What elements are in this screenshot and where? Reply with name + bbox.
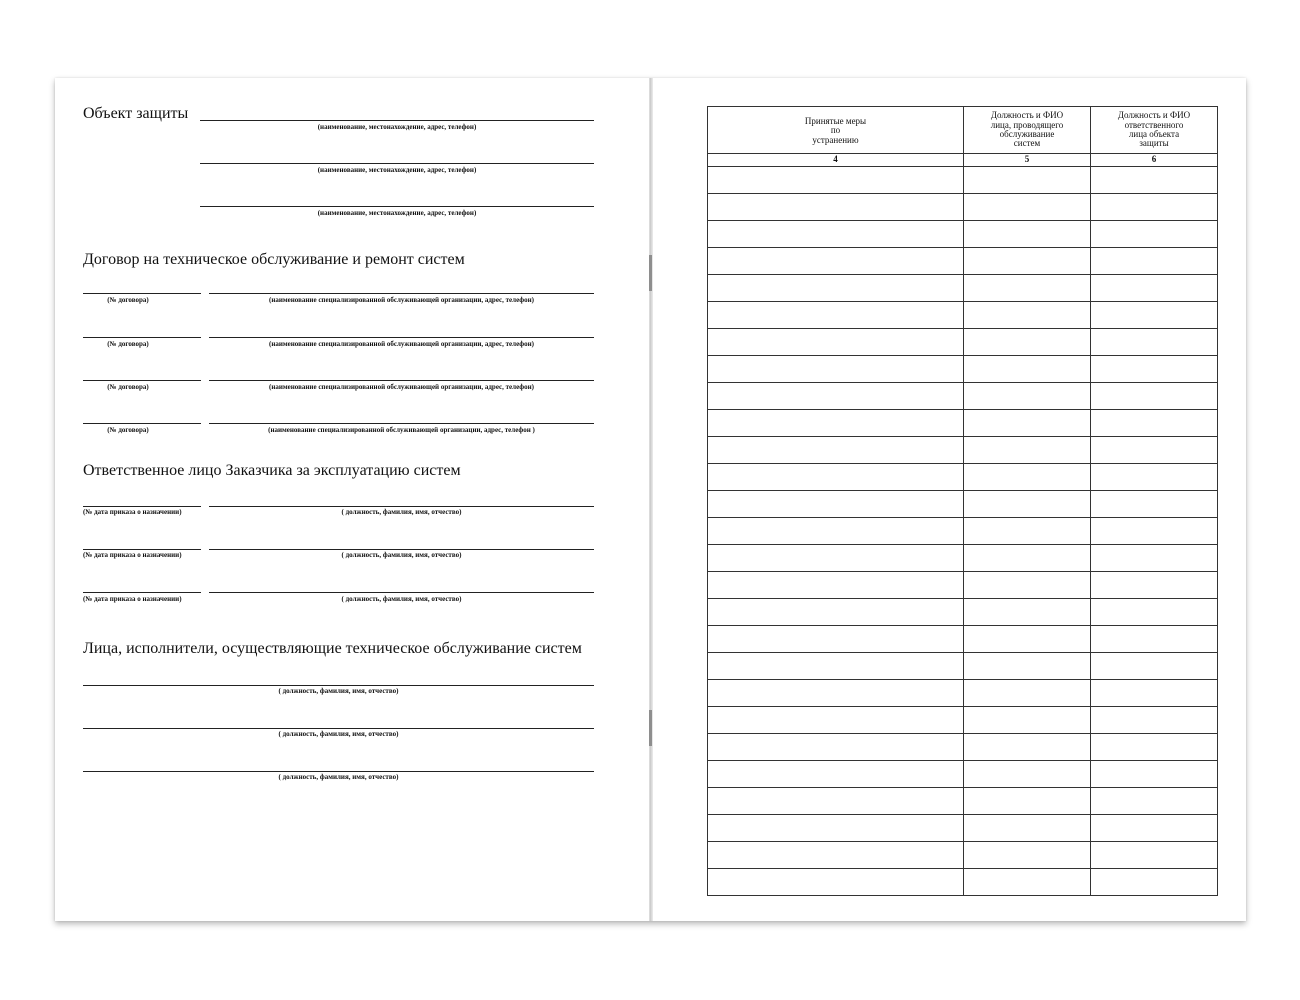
table-cell (964, 761, 1091, 788)
table-cell (1091, 167, 1218, 194)
table-cell (1091, 815, 1218, 842)
table-cell (964, 599, 1091, 626)
table-row (708, 221, 1218, 248)
table-cell (708, 680, 964, 707)
table-cell (964, 491, 1091, 518)
contract-org-caption: (наименование специализированной обслуживающей организации, адрес, телефон ) (268, 426, 535, 434)
table-row (708, 491, 1218, 518)
column-header-maintainer: Должность и ФИО лица, проводящего обслуживание систем (964, 107, 1091, 154)
order-date-caption: (№ дата приказа о назначении) (83, 508, 182, 516)
table-cell (964, 167, 1091, 194)
table-cell (1091, 248, 1218, 275)
contract-org-line (209, 380, 594, 381)
executors-heading: Лица, исполнители, осуществляющие техническое обслуживание систем (83, 640, 582, 657)
table-cell (708, 356, 964, 383)
executor-line (83, 728, 594, 729)
table-body (708, 167, 1218, 896)
order-date-caption: (№ дата приказа о назначении) (83, 595, 182, 603)
table-row (708, 437, 1218, 464)
table-cell (964, 680, 1091, 707)
table-cell (708, 626, 964, 653)
table-cell (708, 572, 964, 599)
table-cell (1091, 734, 1218, 761)
table-cell (964, 707, 1091, 734)
contract-org-caption: (наименование специализированной обслуживающей организации, адрес, телефон) (268, 340, 534, 348)
table-cell (1091, 329, 1218, 356)
table-cell (708, 815, 964, 842)
table-cell (1091, 491, 1218, 518)
table-cell (964, 329, 1091, 356)
table-cell (708, 275, 964, 302)
table-row (708, 410, 1218, 437)
table-cell (1091, 194, 1218, 221)
object-line-1 (200, 120, 594, 121)
executor-line (83, 771, 594, 772)
table-cell (964, 302, 1091, 329)
contracts-heading: Договор на техническое обслуживание и ремонт систем (83, 251, 465, 268)
table-cell (708, 329, 964, 356)
table-cell (964, 626, 1091, 653)
table-cell (708, 869, 964, 896)
table-cell (964, 842, 1091, 869)
table-row (708, 167, 1218, 194)
responsible-heading: Ответственное лицо Заказчика за эксплуатацию систем (83, 462, 461, 479)
contract-number-line (83, 423, 201, 424)
table-cell (1091, 626, 1218, 653)
table-row (708, 734, 1218, 761)
table-cell (1091, 464, 1218, 491)
table-cell (1091, 383, 1218, 410)
table-cell (708, 194, 964, 221)
table-cell (964, 734, 1091, 761)
executor-caption: ( должность, фамилия, имя, отчество) (278, 687, 399, 695)
table-row (708, 329, 1218, 356)
table-cell (1091, 869, 1218, 896)
maintenance-log-table (707, 106, 1218, 896)
table-cell (1091, 356, 1218, 383)
table-cell (1091, 437, 1218, 464)
table-cell (708, 842, 964, 869)
table-cell (708, 167, 964, 194)
table-cell (1091, 275, 1218, 302)
right-page (651, 78, 1246, 921)
table-row (708, 545, 1218, 572)
left-page (55, 78, 650, 921)
table-cell (708, 248, 964, 275)
table-cell (964, 788, 1091, 815)
table-row (708, 788, 1218, 815)
order-date-line (83, 506, 201, 507)
table-cell (708, 491, 964, 518)
table-row (708, 626, 1218, 653)
table-row (708, 815, 1218, 842)
object-line-3 (200, 206, 594, 207)
order-date-caption: (№ дата приказа о назначении) (83, 551, 182, 559)
contract-number-line (83, 337, 201, 338)
table-cell (964, 221, 1091, 248)
table-row (708, 653, 1218, 680)
table-cell (964, 572, 1091, 599)
table-row (708, 302, 1218, 329)
object-caption-2: (наименование, местонахождение, адрес, телефон) (317, 166, 477, 174)
table-cell (1091, 707, 1218, 734)
table-row (708, 680, 1218, 707)
table-cell (1091, 680, 1218, 707)
table-row (708, 464, 1218, 491)
table-cell (708, 410, 964, 437)
object-heading: Объект защиты (83, 105, 189, 122)
responsible-name-caption: ( должность, фамилия, имя, отчество) (341, 595, 462, 603)
table-cell (708, 545, 964, 572)
table-cell (964, 248, 1091, 275)
table-cell (1091, 221, 1218, 248)
table-row (708, 707, 1218, 734)
table-cell (708, 302, 964, 329)
table-row (708, 275, 1218, 302)
column-number-row (708, 154, 1218, 167)
table-cell (708, 221, 964, 248)
responsible-name-caption: ( должность, фамилия, имя, отчество) (341, 551, 462, 559)
contract-number-line (83, 380, 201, 381)
table-row (708, 356, 1218, 383)
table-cell (964, 383, 1091, 410)
table-cell (708, 761, 964, 788)
table-cell (708, 437, 964, 464)
table-cell (1091, 788, 1218, 815)
table-row (708, 383, 1218, 410)
order-date-line (83, 549, 201, 550)
table-cell (708, 788, 964, 815)
table-cell (1091, 410, 1218, 437)
responsible-name-line (209, 506, 594, 507)
contract-org-caption: (наименование специализированной обслуживающей организации, адрес, телефон) (268, 296, 534, 304)
table-cell (964, 275, 1091, 302)
contract-number-caption: (№ договора) (107, 340, 149, 348)
object-caption-3: (наименование, местонахождение, адрес, телефон) (317, 209, 477, 217)
table-cell (964, 653, 1091, 680)
order-date-line (83, 592, 201, 593)
responsible-name-line (209, 549, 594, 550)
table-row (708, 842, 1218, 869)
table-cell (964, 356, 1091, 383)
table-row (708, 194, 1218, 221)
table-cell (708, 599, 964, 626)
table-cell (964, 518, 1091, 545)
table-cell (964, 545, 1091, 572)
table-header-row (708, 107, 1218, 154)
contract-org-caption: (наименование специализированной обслуживающей организации, адрес, телефон) (268, 383, 534, 391)
table-row (708, 572, 1218, 599)
contract-number-caption: (№ договора) (107, 296, 149, 304)
column-number: 5 (964, 154, 1091, 167)
table-cell (964, 464, 1091, 491)
contract-number-caption: (№ договора) (107, 383, 149, 391)
table-cell (964, 437, 1091, 464)
object-line-2 (200, 163, 594, 164)
executor-caption: ( должность, фамилия, имя, отчество) (278, 730, 399, 738)
contract-org-line (209, 337, 594, 338)
contract-number-line (83, 293, 201, 294)
table-row (708, 599, 1218, 626)
column-header-responsible: Должность и ФИО ответственного лица объекта защиты (1091, 107, 1218, 154)
table-cell (964, 815, 1091, 842)
table-cell (708, 383, 964, 410)
table-row (708, 518, 1218, 545)
table-cell (708, 653, 964, 680)
executor-line (83, 685, 594, 686)
contract-number-caption: (№ договора) (107, 426, 149, 434)
table-cell (708, 464, 964, 491)
table-cell (964, 869, 1091, 896)
table-cell (1091, 545, 1218, 572)
column-header-measures: Принятые меры по устранению (708, 107, 964, 154)
table-cell (964, 410, 1091, 437)
table-cell (708, 707, 964, 734)
responsible-name-caption: ( должность, фамилия, имя, отчество) (341, 508, 462, 516)
table-row (708, 869, 1218, 896)
responsible-name-line (209, 592, 594, 593)
open-logbook-spread (55, 78, 1246, 921)
table-cell (1091, 842, 1218, 869)
contract-org-line (209, 293, 594, 294)
contract-org-line (209, 423, 594, 424)
table-cell (1091, 599, 1218, 626)
table-cell (1091, 572, 1218, 599)
table-cell (1091, 653, 1218, 680)
table-cell (1091, 302, 1218, 329)
column-number: 4 (708, 154, 964, 167)
object-caption-1: (наименование, местонахождение, адрес, телефон) (317, 123, 477, 131)
table-cell (1091, 761, 1218, 788)
column-number: 6 (1091, 154, 1218, 167)
table-cell (964, 194, 1091, 221)
table-row (708, 761, 1218, 788)
table-cell (1091, 518, 1218, 545)
table-cell (708, 518, 964, 545)
table-cell (708, 734, 964, 761)
executor-caption: ( должность, фамилия, имя, отчество) (278, 773, 399, 781)
table-row (708, 248, 1218, 275)
